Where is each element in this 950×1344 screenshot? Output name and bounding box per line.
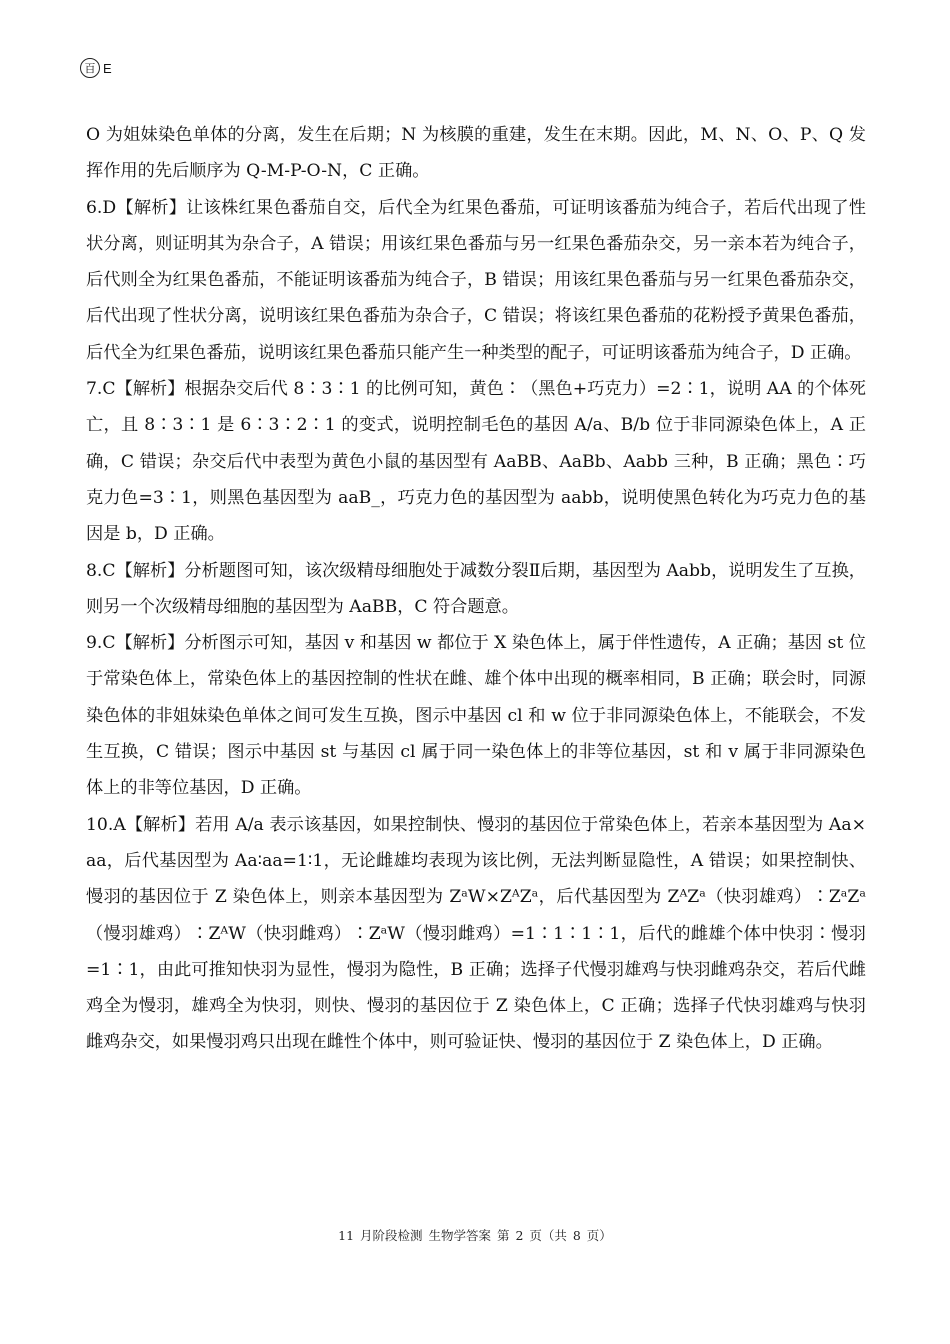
- answer-content: [86, 117, 866, 1061]
- page-footer: 11 月阶段检测 生物学答案 第 2 页（共 8 页）: [338, 1228, 612, 1243]
- paragraph-q9: 9.C【解析】分析图示可知，基因 v 和基因 w 都位于 X 染色体上，属于伴性遗传，A 正确；基因 st 位于常染色体上，常染色体上的基因控制的性状在雌、雄个体中出现的概率相同，B 正确；联会时，同源染色体的非姐妹染色单体之间可发生互换，图示中基因 cl 和 w 位于非同源染色体上，不能联会，不发生互换，C 错误；图示中基因 st 与基因 cl 属于同一染色体上的非等位基因，st 和 v 属于非同源染色体上的非等位基因，D 正确。: [86, 633, 866, 799]
- paragraph-q5-continued: O 为姐妹染色单体的分离，发生在后期；N 为核膜的重建，发生在末期。因此，M、N、O、P、Q 发挥作用的先后顺序为 Q-M-P-O-N，C 正确。: [86, 125, 866, 182]
- logo-circle-icon: 百: [80, 58, 100, 78]
- paragraph-q6: 6.D【解析】让该株红果色番茄自交，后代全为红果色番茄，可证明该番茄为纯合子，若后代出现了性状分离，则证明其为杂合子，A 错误；用该红果色番茄与另一红果色番茄杂交，另一亲本若为纯合子，后代则全为红果色番茄，不能证明该番茄为纯合子，B 错误；用该红果色番茄与另一红果色番茄杂交，后代出现了性状分离，说明该红果色番茄为杂合子，C 错误；将该红果色番茄的花粉授予黄果色番茄，后代全为红果色番茄，说明该红果色番茄只能产生一种类型的配子，可证明该番茄为纯合子，D 正确。: [86, 197, 866, 363]
- paragraph-q7: 7.C【解析】根据杂交后代 8∶3∶1 的比例可知，黄色∶（黑色+巧克力）=2∶1，说明 AA 的个体死亡，且 8∶3∶1 是 6∶3∶2∶1 的变式，说明控制毛色的基因 A/a、B/b 位于非同源染色体上，A 正确，C 错误；杂交后代中表型为黄色小鼠的基因型有 AaBB、AaBb、Aabb 三种，B 正确；黑色∶巧克力色=3∶1，则黑色基因型为 aaB_，巧克力色的基因型为 aabb，说明使黑色转化为巧克力色的基因是 b，D 正确。: [86, 379, 866, 545]
- paragraph-q10: 10.A【解析】若用 A/a 表示该基因，如果控制快、慢羽的基因位于常染色体上，若亲本基因型为 Aa×aa，后代基因型为 Aa∶aa=1∶1，无论雌雄均表现为该比例，无法判断显隐性，A 错误；如果控制快、慢羽的基因位于 Z 染色体上，则亲本基因型为 ZᵃW×ZᴬZᵃ，后代基因型为 ZᴬZᵃ（快羽雄鸡）∶ZᵃZᵃ（慢羽雄鸡）∶ZᴬW（快羽雌鸡）∶ZᵃW（慢羽雌鸡）=1∶1∶1∶1，后代的雌雄个体中快羽∶慢羽=1∶1，由此可推知快羽为显性，慢羽为隐性，B 正确；选择子代慢羽雄鸡与快羽雌鸡杂交，若后代雌鸡全为慢羽，雄鸡全为快羽，则快、慢羽的基因位于 Z 染色体上，C 正确；选择子代快羽雄鸡与快羽雌鸡杂交，如果慢羽鸡只出现在雌性个体中，则可验证快、慢羽的基因位于 Z 染色体上，D 正确。: [86, 814, 866, 1053]
- paragraph-q8: 8.C【解析】分析题图可知，该次级精母细胞处于减数分裂Ⅱ后期，基因型为 Aabb，说明发生了互换，则另一个次级精母细胞的基因型为 AaBB，C 符合题意。: [86, 560, 866, 617]
- header-logo: [80, 58, 112, 78]
- logo-letter: E: [103, 60, 112, 76]
